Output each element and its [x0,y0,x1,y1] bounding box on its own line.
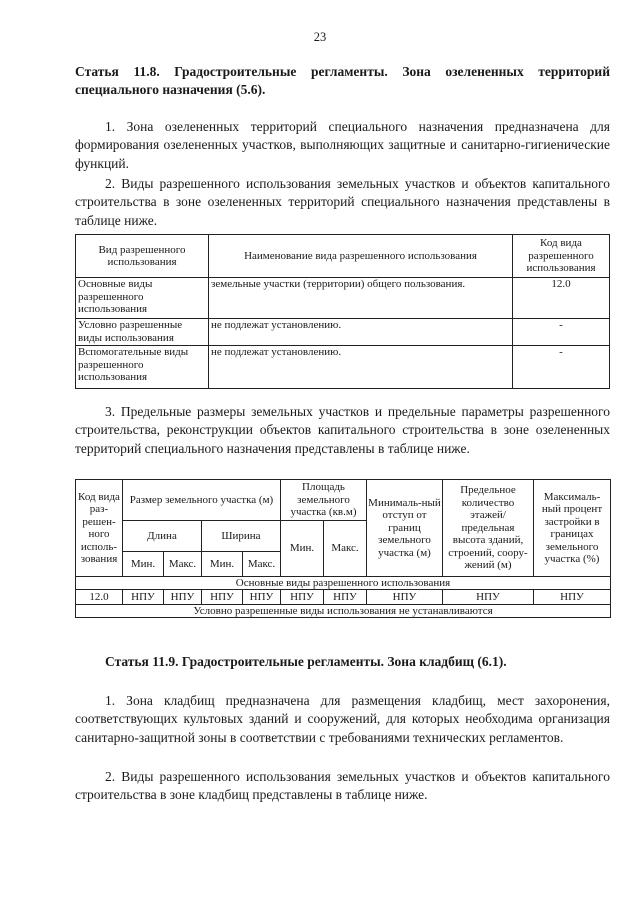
use-code-cell: - [513,346,610,389]
header-length: Длина [123,521,202,552]
use-code-cell: 12.0 [513,278,610,319]
header-use-type: Вид разрешенного использования [76,235,209,278]
param-cell: НПУ [534,590,611,605]
table-section-row [76,577,611,590]
header-length-min: Мин. [123,552,164,577]
header-plot-size: Размер земельного участка (м) [123,480,281,521]
article-11-8-paragraph-3: 3. Предельные размеры земельных участков и предельные параметры разрешенного строительства, реконструкции объектов капитального строительства в зоне озелененных территорий специального назначения представлены в таблице ниже. [75,404,610,456]
page-number: 23 [313,30,327,44]
article-11-8-paragraph-1: 1. Зона озелененных территорий специального назначения предназначена для формирования озелененных участков, выполняющих защитные и санитарно-гигиенические функций. [75,119,610,171]
header-plot-area: Площадь земельного участка (кв.м) [281,480,367,521]
use-type-cell: Вспомогательные виды разрешенного использования [76,346,209,389]
table-section-row [76,605,611,618]
article-11-9-paragraph-1: 1. Зона кладбищ предназначена для размещения кладбищ, мест захоронения, соответствующих культовых зданий и сооружений, для которых необходима организация санитарно-защитной зоны в соответствии с требованиями технических регламентов. [75,693,610,745]
header-floors-height: Предельное количество этажей/ предельная высота зданий, строений, соору-жений (м) [443,480,534,577]
use-name-cell: земельные участки (территории) общего пользования. [209,278,513,319]
param-cell: НПУ [202,590,243,605]
param-cell: НПУ [164,590,202,605]
article-11-9-heading: Статья 11.9. Градостроительные регламенты. Зона кладбищ (6.1). [105,654,507,669]
use-code-cell: - [513,319,610,346]
section-main-uses: Основные виды разрешенного использования [76,577,611,590]
table-row [76,590,611,605]
table-row [76,319,610,346]
article-11-8-paragraph-2: 2. Виды разрешенного использования земельных участков и объектов капитального строительства в зоне озелененных территорий специального назначения представлены в таблице ниже. [75,176,610,228]
param-cell: НПУ [324,590,367,605]
header-width-min: Мин. [202,552,243,577]
header-area-min: Мин. [281,521,324,577]
header-length-max: Макс. [164,552,202,577]
table-header-row [76,235,610,278]
param-cell: НПУ [281,590,324,605]
header-area-max: Макс. [324,521,367,577]
table-row [76,278,610,319]
use-type-cell: Условно разрешенные виды использования [76,319,209,346]
header-code: Код вида раз-решен-ного исполь-зования [76,480,123,577]
table-row [76,346,610,389]
param-cell: НПУ [123,590,164,605]
param-cell: НПУ [443,590,534,605]
use-type-cell: Основные виды разрешенного использования [76,278,209,319]
article-11-8-heading: Статья 11.8. Градостроительные регламенты. Зона озелененных территорий специального назначения (5.6). [75,64,610,97]
param-cell: НПУ [243,590,281,605]
param-cell: НПУ [367,590,443,605]
permitted-uses-table [75,234,610,389]
header-width-max: Макс. [243,552,281,577]
header-use-code: Код вида разрешенного использования [513,235,610,278]
table-header-row [76,480,611,521]
header-width: Ширина [202,521,281,552]
param-cell: 12.0 [76,590,123,605]
section-conditional-uses: Условно разрешенные виды использования не устанавливаются [76,605,611,618]
article-11-9-paragraph-2: 2. Виды разрешенного использования земельных участков и объектов капитального строительства в зоне кладбищ представлены в таблице ниже. [75,769,610,803]
header-max-percent: Максималь-ный процент застройки в границах земельного участка (%) [534,480,611,577]
header-min-offset: Минималь-ный отступ от границ земельного участка (м) [367,480,443,577]
use-name-cell: не подлежат установлению. [209,346,513,389]
parameters-table [75,479,611,618]
use-name-cell: не подлежат установлению. [209,319,513,346]
header-use-name: Наименование вида разрешенного использования [209,235,513,278]
